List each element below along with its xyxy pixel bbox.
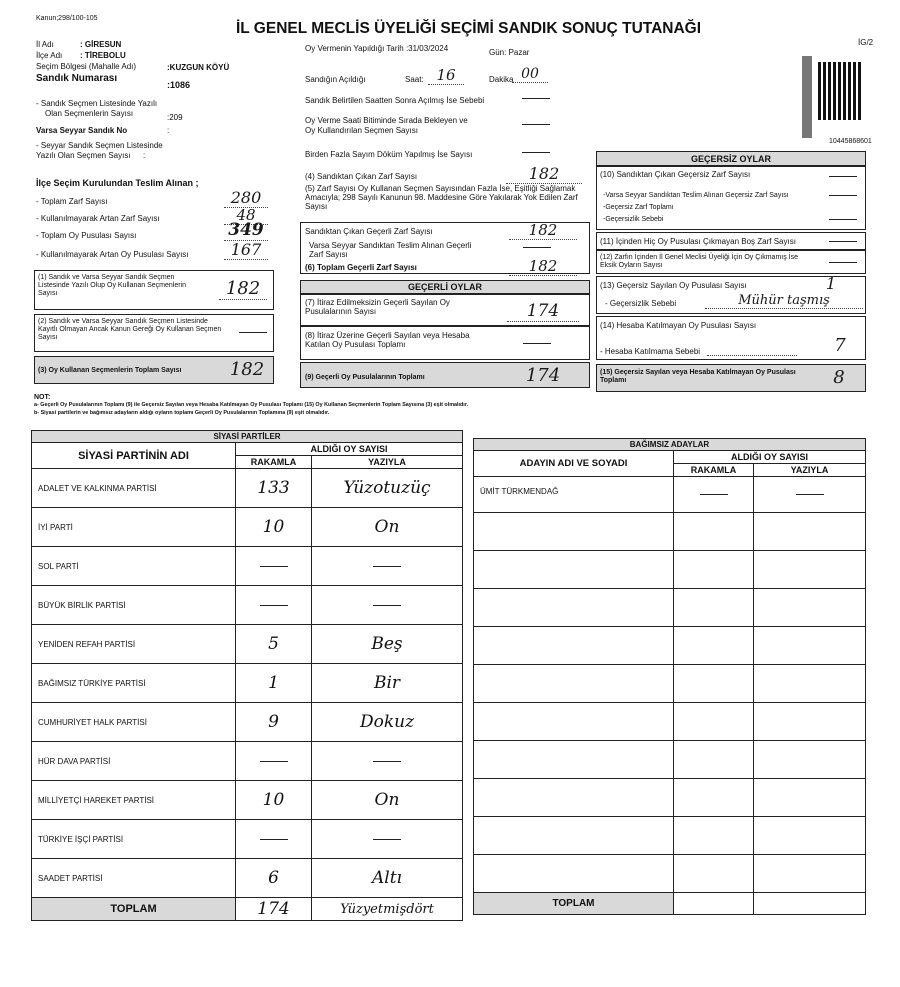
q15-box bbox=[596, 364, 866, 392]
q10-empty-dash bbox=[829, 176, 857, 177]
blank-cell bbox=[474, 589, 674, 627]
q3-text: (3) Oy Kullanan Seçmenlerin Toplam Sayısı bbox=[38, 367, 182, 374]
blank-cell bbox=[754, 589, 866, 627]
q15-label: (15) Geçersiz Sayılan veya Hesaba Katılmayan Oy Pusulası Toplamı bbox=[600, 369, 796, 385]
bolge-label: Seçim Bölgesi (Mahalle Adı) bbox=[36, 62, 137, 71]
seyyar-gecersiz-label: -Varsa Seyyar Sandıktan Teslim Alınan Geçersiz Zarf Sayısı bbox=[603, 192, 789, 199]
party-name: YENİDEN REFAH PARTİSİ bbox=[32, 625, 236, 664]
blank-cell bbox=[474, 551, 674, 589]
candidate-num-empty bbox=[674, 477, 754, 513]
q14-sebep-label: - Hesaba Katılmama Sebebi bbox=[600, 347, 701, 356]
q10-label: (10) Sandıktan Çıkan Geçersiz Zarf Sayısı bbox=[600, 170, 751, 179]
seyyar-liste-value: : bbox=[143, 151, 146, 160]
party-word: On bbox=[312, 508, 463, 547]
q11-empty-dash bbox=[829, 241, 857, 242]
blank-cell bbox=[474, 855, 674, 893]
blank-cell bbox=[674, 513, 754, 551]
q14-label: (14) Hesaba Katılmayan Oy Pusulası Sayısı bbox=[600, 321, 757, 330]
party-word-header: YAZIYLA bbox=[312, 456, 463, 469]
candidate-votes-header: ALDIĞI OY SAYISI bbox=[674, 451, 866, 464]
candidate-word-empty bbox=[754, 477, 866, 513]
party-row bbox=[32, 664, 463, 703]
seyyar-value: : bbox=[167, 126, 170, 135]
empty-dash bbox=[260, 761, 288, 762]
blank-cell bbox=[754, 665, 866, 703]
independents-table bbox=[473, 438, 866, 915]
ilce-value: : TİREBOLU bbox=[80, 51, 126, 60]
blank-cell bbox=[474, 817, 674, 855]
party-row bbox=[32, 508, 463, 547]
party-num: 5 bbox=[236, 625, 312, 664]
blank-cell bbox=[754, 627, 866, 665]
barcode-strip bbox=[802, 56, 812, 138]
q2-box bbox=[34, 314, 274, 352]
party-num: 10 bbox=[236, 508, 312, 547]
party-num bbox=[236, 547, 312, 586]
blank-cell bbox=[674, 589, 754, 627]
toplam-zarf-label: - Toplam Zarf Sayısı bbox=[36, 197, 108, 206]
blank-cell bbox=[754, 855, 866, 893]
party-word: On bbox=[312, 781, 463, 820]
q9-box bbox=[300, 362, 590, 388]
blank-cell bbox=[754, 513, 866, 551]
q7-value: 174 bbox=[507, 301, 579, 322]
blank-cell bbox=[754, 703, 866, 741]
parties-section-title: SİYASİ PARTİLER bbox=[32, 431, 463, 443]
saat-value: 16 bbox=[428, 66, 464, 85]
party-word: Dokuz bbox=[312, 703, 463, 742]
birden-label: Birden Fazla Sayım Döküm Yapılmış İse Sayısı bbox=[305, 150, 473, 159]
blank-cell bbox=[754, 741, 866, 779]
q15-value: 8 bbox=[833, 367, 845, 388]
blank-cell bbox=[474, 741, 674, 779]
party-num-header: RAKAMLA bbox=[236, 456, 312, 469]
party-num bbox=[236, 586, 312, 625]
q13-sebep-label: - Geçersizlik Sebebi bbox=[605, 299, 677, 308]
artan-zarf-label: - Kullanılmayarak Artan Zarf Sayısı bbox=[36, 214, 160, 223]
party-num: 6 bbox=[236, 859, 312, 898]
blank-cell bbox=[474, 627, 674, 665]
bekleyen-label-1: Oy Verme Saati Bitiminde Sırada Bekleyen ve bbox=[305, 116, 468, 125]
form-code: İG/2 bbox=[858, 38, 874, 47]
party-num: 133 bbox=[236, 469, 312, 508]
q9-text: (9) Geçerli Oy Pusulalarının Toplamı bbox=[305, 374, 425, 381]
seyyar-gecerli-empty-dash bbox=[523, 247, 551, 248]
party-name: SOL PARTİ bbox=[32, 547, 236, 586]
artan-pusula-value: 167 bbox=[224, 240, 268, 260]
candidate-name-header: ADAYIN ADI VE SOYADI bbox=[474, 451, 674, 477]
bolge-value: :KUZGUN KÖYÜ bbox=[167, 63, 230, 72]
q12-label: (12) Zarfın İçinden İl Genel Meclisi Üyeliği İçin Oy Çıkmamış İse Eksik Oyların Sayısı bbox=[600, 254, 799, 270]
q3-box bbox=[34, 356, 274, 384]
independents-total-label: TOPLAM bbox=[474, 893, 674, 915]
party-word bbox=[312, 742, 463, 781]
liste-label-2: Olan Seçmenlerin Sayısı bbox=[45, 109, 134, 118]
q8-empty-dash bbox=[523, 343, 551, 344]
candidate-blank-row bbox=[474, 513, 866, 551]
q8-box bbox=[300, 326, 590, 360]
candidate-blank-row bbox=[474, 779, 866, 817]
blank-cell bbox=[754, 551, 866, 589]
gun: Gün: Pazar bbox=[489, 48, 530, 57]
q6-value: 182 bbox=[509, 257, 577, 276]
party-word bbox=[312, 820, 463, 859]
q12-empty-dash bbox=[829, 262, 857, 263]
empty-dash bbox=[260, 839, 288, 840]
q12-box bbox=[596, 250, 866, 274]
party-total-word: Yüzyetmişdört bbox=[312, 898, 463, 921]
candidate-word-header: YAZIYLA bbox=[754, 464, 866, 477]
blank-cell bbox=[674, 703, 754, 741]
saat-label: Saat: bbox=[405, 75, 424, 84]
sandik-value: :1086 bbox=[167, 80, 191, 90]
party-name: BAĞIMSIZ TÜRKİYE PARTİSİ bbox=[32, 664, 236, 703]
seyyar-liste-2: Yazılı Olan Seçmen Sayısı bbox=[36, 151, 131, 160]
toplam-pusula-label: - Toplam Oy Pusulası Sayısı bbox=[36, 231, 137, 240]
toplam-zarf-value: 280 bbox=[224, 188, 268, 208]
party-word: Yüzotuzüç bbox=[312, 469, 463, 508]
independents-total-num bbox=[674, 893, 754, 915]
party-name: CUMHURİYET HALK PARTİSİ bbox=[32, 703, 236, 742]
empty-dash bbox=[260, 566, 288, 567]
q13-sebep-value: Mühür taşmış bbox=[705, 293, 863, 309]
q6-label: (6) Toplam Geçerli Zarf Sayısı bbox=[305, 263, 417, 272]
party-row bbox=[32, 820, 463, 859]
party-word bbox=[312, 547, 463, 586]
gecersiz-sebep-label: -Geçersizlik Sebebi bbox=[603, 216, 664, 223]
candidate-name: ÜMİT TÜRKMENDAĞ bbox=[474, 477, 674, 513]
q5-label: (5) Zarf Sayısı Oy Kullanan Seçmen Sayısından Fazla İse, Eşitliği Sağlamak Amacıyla; 298 Sayılı Kanunun 98. Maddesine Göre Yakılarak Yok Edilen Zarf Sayısı bbox=[305, 184, 578, 212]
q3-value: 182 bbox=[229, 359, 265, 380]
party-name: SAADET PARTİSİ bbox=[32, 859, 236, 898]
blank-cell bbox=[674, 855, 754, 893]
party-total-num: 174 bbox=[236, 898, 312, 921]
empty-dash bbox=[373, 761, 401, 762]
bekleyen-label-2: Oy Kullandırılan Seçmen Sayısı bbox=[305, 126, 418, 135]
q7-box bbox=[300, 294, 590, 326]
party-row bbox=[32, 703, 463, 742]
party-total-label: TOPLAM bbox=[32, 898, 236, 921]
party-word: Beş bbox=[312, 625, 463, 664]
zarf-box bbox=[300, 222, 590, 274]
blank-cell bbox=[474, 665, 674, 703]
candidate-blank-row bbox=[474, 817, 866, 855]
party-name: HÜR DAVA PARTİSİ bbox=[32, 742, 236, 781]
bekleyen-empty-dash bbox=[522, 124, 550, 125]
birden-empty-dash bbox=[522, 152, 550, 153]
dakika-label: Dakika bbox=[489, 75, 514, 84]
q1-text: (1) Sandık ve Varsa Seyyar Sandık Seçmen Listesinde Yazılı Olup Oy Kullanan Seçmenlerin Sayısı bbox=[38, 274, 186, 298]
note-b: b- Siyasi partilerin ve bağımsız adayların aldığı oyların toplamı Geçerli Oy Pusulalarının Toplamına (9) eşit olmalıdır. bbox=[34, 410, 330, 416]
tarih: Oy Vermenin Yapıldığı Tarih :31/03/2024 bbox=[305, 44, 449, 53]
ilce-label: İlçe Adı bbox=[36, 51, 63, 60]
party-name: BÜYÜK BİRLİK PARTİSİ bbox=[32, 586, 236, 625]
il-value: : GİRESUN bbox=[80, 40, 122, 49]
blank-cell bbox=[674, 779, 754, 817]
blank-cell bbox=[674, 665, 754, 703]
sandik-label: Sandık Numarası bbox=[36, 73, 118, 84]
empty-dash bbox=[373, 566, 401, 567]
law-reference: Kanun;298/100-105 bbox=[36, 15, 98, 22]
candidate-blank-row bbox=[474, 551, 866, 589]
party-row bbox=[32, 742, 463, 781]
party-row bbox=[32, 625, 463, 664]
blank-cell bbox=[474, 779, 674, 817]
page-title: İL GENEL MECLİS ÜYELİĞİ SEÇİMİ SANDIK SONUÇ TUTANAĞI bbox=[236, 20, 702, 37]
party-name: MİLLİYETÇİ HAREKET PARTİSİ bbox=[32, 781, 236, 820]
q1-box bbox=[34, 270, 274, 310]
gecerli-zarf-label: Sandıktan Çıkan Geçerli Zarf Sayısı bbox=[305, 227, 433, 236]
belirtilen-label: Sandık Belirtilen Saatten Sonra Açılmış İse Sebebi bbox=[305, 96, 485, 105]
gecersiz-toplam-label: -Geçersiz Zarf Toplamı bbox=[603, 204, 674, 211]
candidate-num-header: RAKAMLA bbox=[674, 464, 754, 477]
seyyar-gecersiz-empty-dash bbox=[829, 195, 857, 196]
party-word bbox=[312, 586, 463, 625]
seyyar-liste-1: - Seyyar Sandık Seçmen Listesinde bbox=[36, 141, 163, 150]
empty-dash bbox=[373, 839, 401, 840]
party-votes-header: ALDIĞI OY SAYISI bbox=[236, 443, 463, 456]
q2-empty-dash bbox=[239, 332, 267, 333]
note-a: a- Geçerli Oy Pusulalarının Toplamı (9) ile Geçersiz Sayılan veya Hesaba Katılmayan Oy Pusulası Toplamı (15) Oy Kullanan Seçmenlerin Toplam Sayısına (3) eşit olmalıdır. bbox=[34, 402, 469, 408]
candidate-blank-row bbox=[474, 703, 866, 741]
blank-cell bbox=[754, 779, 866, 817]
party-num: 9 bbox=[236, 703, 312, 742]
party-row bbox=[32, 781, 463, 820]
party-row bbox=[32, 859, 463, 898]
q10-box bbox=[596, 166, 866, 230]
artan-pusula-label: - Kullanılmayarak Artan Oy Pusulası Sayısı bbox=[36, 250, 189, 259]
party-num: 10 bbox=[236, 781, 312, 820]
q8-text: (8) İtiraz Üzerine Geçerli Sayılan veya Hesaba Katılan Oy Pusulası Toplamı bbox=[305, 331, 470, 350]
q13-box bbox=[596, 276, 866, 314]
q13-value: 1 bbox=[825, 274, 837, 293]
candidate-blank-row bbox=[474, 665, 866, 703]
belirtilen-empty-dash bbox=[522, 98, 550, 99]
independents-section-title: BAĞIMSIZ ADAYLAR bbox=[474, 439, 866, 451]
dakika-value: 00 bbox=[512, 66, 548, 83]
party-name: ADALET VE KALKINMA PARTİSİ bbox=[32, 469, 236, 508]
party-num bbox=[236, 742, 312, 781]
party-word: Altı bbox=[312, 859, 463, 898]
gecersiz-oylar-header: GEÇERSİZ OYLAR bbox=[596, 151, 866, 166]
blank-cell bbox=[674, 741, 754, 779]
gecerli-oylar-header: GEÇERLİ OYLAR bbox=[300, 280, 590, 294]
seyyar-label: Varsa Seyyar Sandık No bbox=[36, 126, 128, 135]
blank-cell bbox=[474, 513, 674, 551]
document-id: 10445868601 bbox=[829, 138, 872, 145]
liste-label-1: - Sandık Seçmen Listesinde Yazılı bbox=[36, 99, 158, 108]
blank-cell bbox=[754, 817, 866, 855]
blank-cell bbox=[474, 703, 674, 741]
artan-zarf-value: 48 bbox=[224, 206, 268, 225]
party-row bbox=[32, 547, 463, 586]
q1-value: 182 bbox=[219, 278, 267, 300]
candidate-blank-row bbox=[474, 741, 866, 779]
party-num: 1 bbox=[236, 664, 312, 703]
party-row bbox=[32, 586, 463, 625]
ilce-kurul-heading: İlçe Seçim Kurulundan Teslim Alınan ; bbox=[36, 178, 199, 188]
q4-value: 182 bbox=[506, 164, 582, 184]
notes-title: NOT: bbox=[34, 394, 51, 401]
acildigi-label: Sandığın Açıldığı bbox=[305, 75, 366, 84]
party-word: Bir bbox=[312, 664, 463, 703]
il-label: İl Adı bbox=[36, 40, 54, 49]
q11-label: (11) İçinden Hiç Oy Pusulası Çıkmayan Boş Zarf Sayısı bbox=[600, 237, 796, 246]
gecersiz-sebep-empty-dash bbox=[829, 219, 857, 220]
seyyar-gecerli-label: Varsa Seyyar Sandıktan Teslim Alınan Geçerli Zarf Sayısı bbox=[309, 241, 472, 260]
q13-label: (13) Geçersiz Sayılan Oy Pusulası Sayısı bbox=[600, 281, 747, 290]
toplam-pusula-value: 349 bbox=[224, 220, 268, 241]
blank-cell bbox=[674, 551, 754, 589]
liste-value: :209 bbox=[167, 113, 183, 122]
party-name: TÜRKİYE İŞÇİ PARTİSİ bbox=[32, 820, 236, 859]
candidate-blank-row bbox=[474, 627, 866, 665]
q9-value: 174 bbox=[525, 365, 561, 386]
q11-box bbox=[596, 232, 866, 250]
q7-text: (7) İtiraz Edilmeksizin Geçerli Sayılan Oy Pusulalarının Sayısı bbox=[305, 298, 450, 317]
blank-cell bbox=[674, 627, 754, 665]
party-name-header: SİYASİ PARTİNİN ADI bbox=[32, 443, 236, 469]
party-name: İYİ PARTİ bbox=[32, 508, 236, 547]
qr-code-icon bbox=[818, 62, 863, 120]
q14-box bbox=[596, 316, 866, 360]
q14-sebep-line bbox=[707, 355, 797, 356]
party-row bbox=[32, 469, 463, 508]
blank-cell bbox=[674, 817, 754, 855]
gecerli-zarf-value: 182 bbox=[509, 221, 577, 240]
candidate-blank-row bbox=[474, 589, 866, 627]
q2-text: (2) Sandık ve Varsa Seyyar Sandık Seçmen Listesinde Kayıtlı Olmayan Ancak Kanun Gereği Oy Kullanan Seçmen Sayısı bbox=[38, 318, 222, 342]
empty-dash bbox=[260, 605, 288, 606]
independents-total-word bbox=[754, 893, 866, 915]
q4-label: (4) Sandıktan Çıkan Zarf Sayısı bbox=[305, 172, 418, 181]
party-num bbox=[236, 820, 312, 859]
empty-dash bbox=[373, 605, 401, 606]
q14-value: 7 bbox=[834, 335, 846, 356]
candidate-blank-row bbox=[474, 855, 866, 893]
parties-table bbox=[31, 430, 463, 921]
